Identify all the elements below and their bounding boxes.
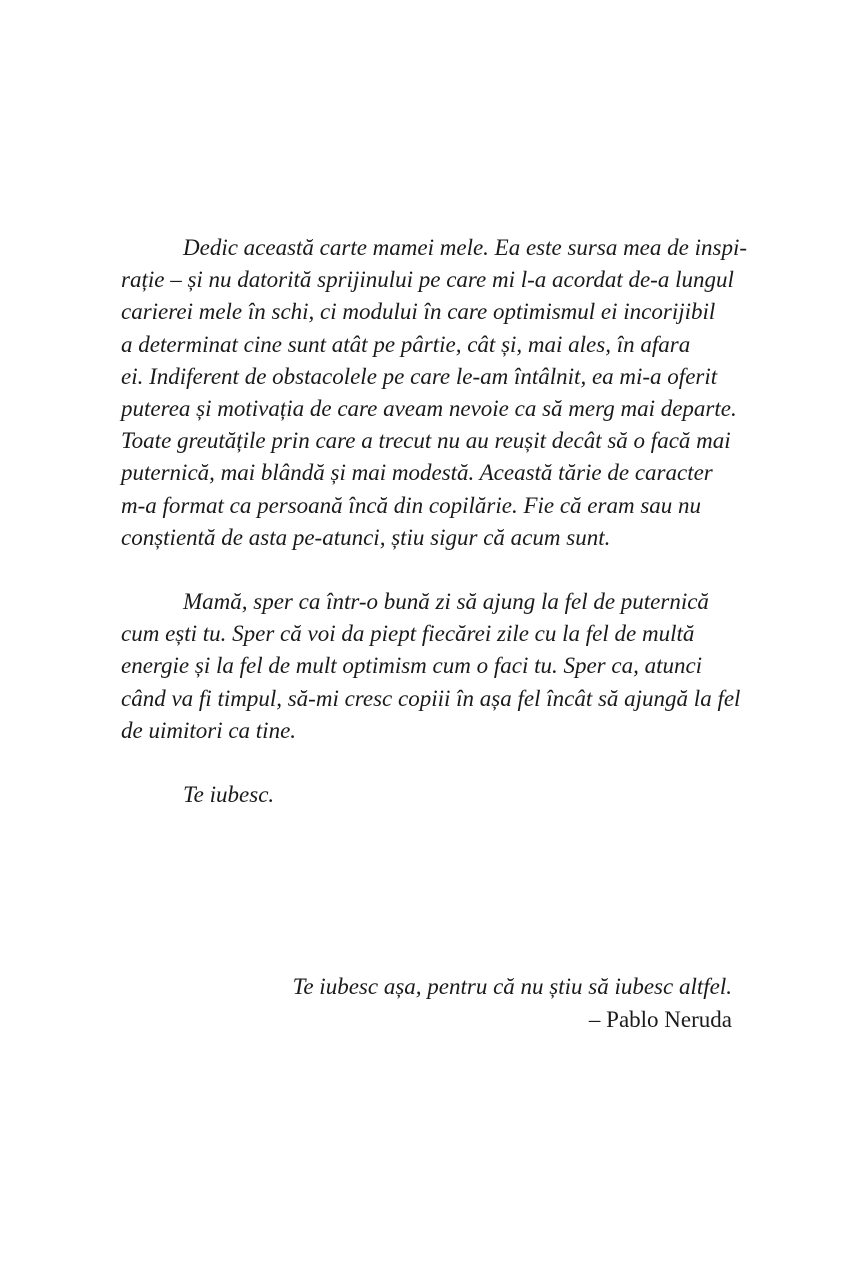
- dedication-line: când va fi timpul, să-mi cresc copiii în așa fel încât să ajungă la fel: [121, 685, 741, 711]
- epigraph: [293, 970, 732, 1036]
- dedication-line: ei. Indiferent de obstacolele pe care le-am întâlnit, ea mi-a oferit: [121, 363, 718, 389]
- dedication-line: energie și la fel de mult optimism cum o faci tu. Sper ca, atunci: [121, 653, 703, 679]
- paragraph-gap: [121, 747, 732, 779]
- dedication-line: rație – și nu datorită sprijinului pe care mi l-a acordat de-a lungul: [121, 267, 734, 293]
- paragraph-gap: [121, 554, 732, 586]
- dedication-line: carierei mele în schi, ci modului în care optimismul ei incorijibil: [121, 299, 716, 325]
- dedication-line: Dedic această carte mamei mele. Ea este sursa mea de inspi-: [183, 235, 747, 260]
- dedication-line: m-a format ca persoană încă din copilărie. Fie că eram sau nu: [121, 492, 702, 518]
- epigraph-quote: Te iubesc așa, pentru că nu știu să iubesc altfel.: [292, 974, 732, 999]
- dedication-line: Toate greutățile prin care a trecut nu au reușit decât să o facă mai: [121, 428, 731, 454]
- dedication-line: conștientă de asta pe-atunci, știu sigur că acum sunt.: [121, 524, 611, 550]
- dedication-line: a determinat cine sunt atât pe pârtie, cât și, mai ales, în afara: [121, 331, 691, 357]
- dedication-text: [121, 232, 747, 811]
- dedication-closing: Te iubesc.: [183, 782, 275, 808]
- epigraph-author: – Pablo Neruda: [588, 1007, 732, 1032]
- dedication-line: de uimitori ca tine.: [121, 717, 297, 743]
- dedication-line: cum ești tu. Sper că voi da piept fiecărei zile cu la fel de multă: [121, 621, 695, 647]
- dedication-line: Mamă, sper ca într-o bună zi să ajung la fel de puternică: [183, 589, 709, 615]
- dedication-line: puternică, mai blândă și mai modestă. Această tărie de caracter: [121, 460, 713, 486]
- dedication-line: puterea și motivația de care aveam nevoie ca să merg mai departe.: [121, 395, 737, 421]
